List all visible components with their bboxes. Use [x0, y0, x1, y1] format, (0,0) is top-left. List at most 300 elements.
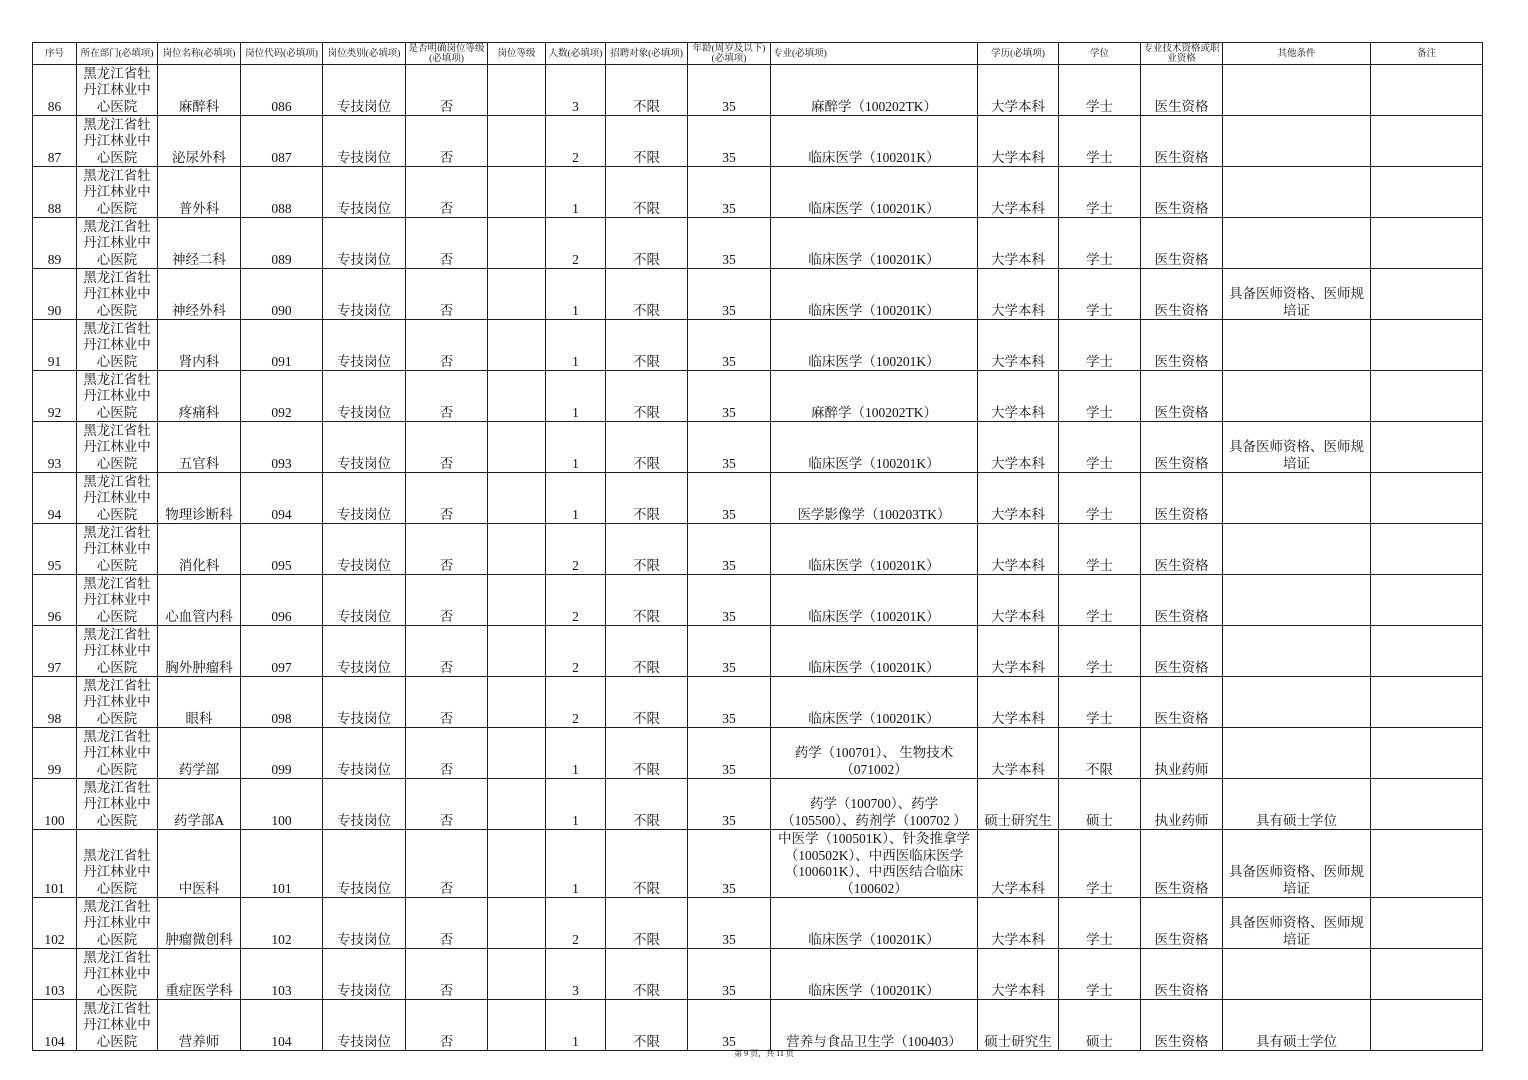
major-line: 临床医学（100201K）: [808, 557, 940, 573]
education-cell: 大学本科: [978, 422, 1059, 473]
qualification-cell: 医生资格: [1141, 116, 1223, 167]
major-line: 营养与食品卫生学（100403）: [786, 1033, 962, 1049]
post-name-cell: 物理诊断科: [158, 473, 241, 524]
level-specified-cell: 否: [406, 218, 488, 269]
post-name-cell: 心血管内科: [158, 575, 241, 626]
other-requirements-cell: [1223, 626, 1371, 677]
header-education: 学历(必填项): [978, 43, 1059, 65]
other-requirements-cell: [1223, 524, 1371, 575]
page-footer: 第 9 页，共 11 页: [734, 1049, 794, 1058]
qualification-cell: 医生资格: [1141, 575, 1223, 626]
remark-cell: [1371, 473, 1483, 524]
post-code-cell: 089: [241, 218, 323, 269]
row-number-cell: 97: [33, 626, 77, 677]
age-limit-cell: 35: [688, 575, 771, 626]
other-requirements-cell: [1223, 167, 1371, 218]
major-line: 临床医学（100201K）: [808, 251, 940, 267]
remark-cell: [1371, 65, 1483, 116]
degree-cell: 学士: [1059, 473, 1141, 524]
degree-cell: 学士: [1059, 167, 1141, 218]
major-cell: [771, 626, 978, 677]
post-category-cell: 专技岗位: [323, 1000, 406, 1051]
qualification-cell: 医生资格: [1141, 524, 1223, 575]
major-cell: [771, 473, 978, 524]
table-row: [33, 320, 1483, 371]
education-cell: 大学本科: [978, 269, 1059, 320]
qualification-cell: 医生资格: [1141, 898, 1223, 949]
major-cell: [771, 167, 978, 218]
major-line: （100601K）、中西医结合临床: [784, 864, 964, 879]
post-category-cell: 专技岗位: [323, 371, 406, 422]
headcount-cell: 2: [546, 626, 606, 677]
degree-cell: 学士: [1059, 269, 1141, 320]
major-cell: [771, 371, 978, 422]
age-limit-cell: 35: [688, 167, 771, 218]
headcount-cell: 2: [546, 116, 606, 167]
post-code-cell: 090: [241, 269, 323, 320]
post-level-cell: [488, 1000, 546, 1051]
post-category-cell: 专技岗位: [323, 65, 406, 116]
major-line: 临床医学（100201K）: [808, 659, 940, 675]
education-cell: 大学本科: [978, 473, 1059, 524]
headcount-cell: 2: [546, 677, 606, 728]
row-number-cell: 88: [33, 167, 77, 218]
education-cell: 大学本科: [978, 575, 1059, 626]
row-number-cell: 103: [33, 949, 77, 1000]
education-cell: 大学本科: [978, 898, 1059, 949]
qualification-cell: 医生资格: [1141, 371, 1223, 422]
major-line: 中医学（100501K）、针灸推拿学: [778, 831, 970, 846]
post-category-cell: 专技岗位: [323, 116, 406, 167]
headcount-cell: 1: [546, 320, 606, 371]
education-cell: 大学本科: [978, 65, 1059, 116]
post-category-cell: 专技岗位: [323, 949, 406, 1000]
education-cell: 大学本科: [978, 320, 1059, 371]
remark-cell: [1371, 728, 1483, 779]
row-number-cell: 93: [33, 422, 77, 473]
row-number-cell: 100: [33, 779, 77, 830]
post-name-cell: 消化科: [158, 524, 241, 575]
major-line: 药学（100700）、药学: [809, 796, 939, 811]
post-code-cell: 094: [241, 473, 323, 524]
level-specified-cell: 否: [406, 830, 488, 898]
headcount-cell: 1: [546, 830, 606, 898]
department-cell: 黑龙江省牡丹江林业中心医院: [77, 116, 158, 167]
qualification-cell: 医生资格: [1141, 218, 1223, 269]
other-requirements-cell: [1223, 575, 1371, 626]
level-specified-cell: 否: [406, 626, 488, 677]
post-name-cell: 泌尿外科: [158, 116, 241, 167]
header-qualification: 专业技术资格或职业资格: [1141, 43, 1223, 65]
row-number-cell: 99: [33, 728, 77, 779]
headcount-cell: 3: [546, 949, 606, 1000]
major-cell: [771, 269, 978, 320]
level-specified-cell: 否: [406, 728, 488, 779]
post-category-cell: 专技岗位: [323, 473, 406, 524]
major-cell: [771, 320, 978, 371]
post-code-cell: 095: [241, 524, 323, 575]
age-limit-cell: 35: [688, 728, 771, 779]
major-cell: [771, 116, 978, 167]
post-name-cell: 重症医学科: [158, 949, 241, 1000]
education-cell: 大学本科: [978, 167, 1059, 218]
post-code-cell: 087: [241, 116, 323, 167]
level-specified-cell: 否: [406, 473, 488, 524]
row-number-cell: 89: [33, 218, 77, 269]
recruit-target-cell: 不限: [606, 218, 688, 269]
age-limit-cell: 35: [688, 116, 771, 167]
recruit-target-cell: 不限: [606, 116, 688, 167]
level-specified-cell: 否: [406, 65, 488, 116]
post-category-cell: 专技岗位: [323, 320, 406, 371]
qualification-cell: 医生资格: [1141, 626, 1223, 677]
table-row: [33, 575, 1483, 626]
post-level-cell: [488, 371, 546, 422]
post-code-cell: 088: [241, 167, 323, 218]
degree-cell: 学士: [1059, 371, 1141, 422]
other-requirements-cell: [1223, 677, 1371, 728]
degree-cell: 学士: [1059, 422, 1141, 473]
post-code-cell: 098: [241, 677, 323, 728]
post-code-cell: 101: [241, 830, 323, 898]
major-cell: [771, 728, 978, 779]
age-limit-cell: 35: [688, 626, 771, 677]
remark-cell: [1371, 269, 1483, 320]
department-cell: 黑龙江省牡丹江林业中心医院: [77, 320, 158, 371]
recruit-target-cell: 不限: [606, 320, 688, 371]
row-number-cell: 86: [33, 65, 77, 116]
table-row: [33, 524, 1483, 575]
post-level-cell: [488, 524, 546, 575]
headcount-cell: 2: [546, 898, 606, 949]
major-cell: [771, 779, 978, 830]
age-limit-cell: 35: [688, 898, 771, 949]
recruit-target-cell: 不限: [606, 371, 688, 422]
remark-cell: [1371, 371, 1483, 422]
post-level-cell: [488, 898, 546, 949]
post-category-cell: 专技岗位: [323, 898, 406, 949]
degree-cell: 学士: [1059, 116, 1141, 167]
post-category-cell: 专技岗位: [323, 830, 406, 898]
other-requirements-cell: 具备医师资格、医师规培证: [1223, 830, 1371, 898]
recruit-target-cell: 不限: [606, 524, 688, 575]
major-cell: [771, 524, 978, 575]
table-row: [33, 371, 1483, 422]
post-category-cell: 专技岗位: [323, 575, 406, 626]
table-row: [33, 116, 1483, 167]
post-category-cell: 专技岗位: [323, 218, 406, 269]
other-requirements-cell: [1223, 116, 1371, 167]
major-line: （100502K）、中西医临床医学: [784, 847, 964, 863]
level-specified-cell: 否: [406, 1000, 488, 1051]
education-cell: 大学本科: [978, 949, 1059, 1000]
header-post-level: 岗位等级: [488, 43, 546, 65]
row-number-cell: 95: [33, 524, 77, 575]
qualification-cell: 执业药师: [1141, 728, 1223, 779]
level-specified-cell: 否: [406, 575, 488, 626]
age-limit-cell: 35: [688, 677, 771, 728]
major-cell: [771, 422, 978, 473]
row-number-cell: 104: [33, 1000, 77, 1051]
level-specified-cell: 否: [406, 371, 488, 422]
table-row: [33, 65, 1483, 116]
post-code-cell: 104: [241, 1000, 323, 1051]
header-degree: 学位: [1059, 43, 1141, 65]
major-line: 临床医学（100201K）: [808, 455, 940, 471]
table-header-row: [33, 43, 1483, 65]
post-level-cell: [488, 728, 546, 779]
qualification-cell: 执业药师: [1141, 779, 1223, 830]
recruit-target-cell: 不限: [606, 677, 688, 728]
qualification-cell: 医生资格: [1141, 677, 1223, 728]
education-cell: 大学本科: [978, 116, 1059, 167]
major-line: 临床医学（100201K）: [808, 931, 940, 947]
remark-cell: [1371, 626, 1483, 677]
post-code-cell: 093: [241, 422, 323, 473]
row-number-cell: 101: [33, 830, 77, 898]
department-cell: 黑龙江省牡丹江林业中心医院: [77, 779, 158, 830]
other-requirements-cell: 具备医师资格、医师规培证: [1223, 898, 1371, 949]
level-specified-cell: 否: [406, 269, 488, 320]
table-row: [33, 269, 1483, 320]
education-cell: 大学本科: [978, 371, 1059, 422]
recruit-target-cell: 不限: [606, 269, 688, 320]
other-requirements-cell: [1223, 473, 1371, 524]
education-cell: 大学本科: [978, 218, 1059, 269]
education-cell: 大学本科: [978, 677, 1059, 728]
post-category-cell: 专技岗位: [323, 779, 406, 830]
age-limit-cell: 35: [688, 524, 771, 575]
post-category-cell: 专技岗位: [323, 677, 406, 728]
header-other-requirements: 其他条件: [1223, 43, 1371, 65]
degree-cell: 学士: [1059, 677, 1141, 728]
row-number-cell: 90: [33, 269, 77, 320]
post-level-cell: [488, 575, 546, 626]
post-name-cell: 胸外肿瘤科: [158, 626, 241, 677]
post-level-cell: [488, 830, 546, 898]
major-line: 临床医学（100201K）: [808, 200, 940, 216]
major-line: （100602）: [840, 880, 908, 896]
department-cell: 黑龙江省牡丹江林业中心医院: [77, 626, 158, 677]
post-name-cell: 麻醉科: [158, 65, 241, 116]
post-name-cell: 疼痛科: [158, 371, 241, 422]
table-row: [33, 218, 1483, 269]
remark-cell: [1371, 575, 1483, 626]
other-requirements-cell: 具备医师资格、医师规培证: [1223, 269, 1371, 320]
qualification-cell: 医生资格: [1141, 1000, 1223, 1051]
major-cell: [771, 898, 978, 949]
table-row: [33, 949, 1483, 1000]
major-cell: [771, 218, 978, 269]
degree-cell: 不限: [1059, 728, 1141, 779]
degree-cell: 学士: [1059, 949, 1141, 1000]
post-code-cell: 097: [241, 626, 323, 677]
degree-cell: 学士: [1059, 626, 1141, 677]
degree-cell: 学士: [1059, 320, 1141, 371]
qualification-cell: 医生资格: [1141, 320, 1223, 371]
department-cell: 黑龙江省牡丹江林业中心医院: [77, 422, 158, 473]
post-code-cell: 100: [241, 779, 323, 830]
department-cell: 黑龙江省牡丹江林业中心医院: [77, 524, 158, 575]
major-line: 医学影像学（100203TK）: [797, 506, 951, 522]
degree-cell: 硕士: [1059, 779, 1141, 830]
table-row: [33, 422, 1483, 473]
level-specified-cell: 否: [406, 167, 488, 218]
remark-cell: [1371, 167, 1483, 218]
level-specified-cell: 否: [406, 779, 488, 830]
header-age-limit: 年龄(周岁及以下)(必填项): [688, 43, 771, 65]
table-row: [33, 626, 1483, 677]
post-code-cell: 103: [241, 949, 323, 1000]
post-name-cell: 五官科: [158, 422, 241, 473]
post-level-cell: [488, 269, 546, 320]
post-code-cell: 091: [241, 320, 323, 371]
department-cell: 黑龙江省牡丹江林业中心医院: [77, 167, 158, 218]
headcount-cell: 1: [546, 422, 606, 473]
other-requirements-cell: [1223, 65, 1371, 116]
age-limit-cell: 35: [688, 422, 771, 473]
headcount-cell: 1: [546, 269, 606, 320]
row-number-cell: 102: [33, 898, 77, 949]
post-level-cell: [488, 116, 546, 167]
degree-cell: 学士: [1059, 65, 1141, 116]
major-cell: [771, 65, 978, 116]
level-specified-cell: 否: [406, 116, 488, 167]
qualification-cell: 医生资格: [1141, 949, 1223, 1000]
major-line: 临床医学（100201K）: [808, 982, 940, 998]
post-name-cell: 中医科: [158, 830, 241, 898]
other-requirements-cell: [1223, 728, 1371, 779]
major-line: 临床医学（100201K）: [808, 608, 940, 624]
headcount-cell: 1: [546, 167, 606, 218]
recruit-target-cell: 不限: [606, 65, 688, 116]
major-line: 麻醉学（100202TK）: [811, 98, 937, 114]
major-line: （071002）: [840, 761, 908, 777]
remark-cell: [1371, 524, 1483, 575]
remark-cell: [1371, 779, 1483, 830]
post-level-cell: [488, 949, 546, 1000]
row-number-cell: 96: [33, 575, 77, 626]
remark-cell: [1371, 898, 1483, 949]
department-cell: 黑龙江省牡丹江林业中心医院: [77, 949, 158, 1000]
remark-cell: [1371, 320, 1483, 371]
major-cell: [771, 949, 978, 1000]
post-name-cell: 普外科: [158, 167, 241, 218]
post-category-cell: 专技岗位: [323, 269, 406, 320]
recruit-target-cell: 不限: [606, 1000, 688, 1051]
department-cell: 黑龙江省牡丹江林业中心医院: [77, 898, 158, 949]
post-name-cell: 药学部: [158, 728, 241, 779]
major-line: 临床医学（100201K）: [808, 710, 940, 726]
post-name-cell: 肿瘤微创科: [158, 898, 241, 949]
headcount-cell: 3: [546, 65, 606, 116]
qualification-cell: 医生资格: [1141, 422, 1223, 473]
other-requirements-cell: 具备医师资格、医师规培证: [1223, 422, 1371, 473]
degree-cell: 学士: [1059, 218, 1141, 269]
header-post-code: 岗位代码(必填项): [241, 43, 323, 65]
post-name-cell: 神经二科: [158, 218, 241, 269]
age-limit-cell: 35: [688, 320, 771, 371]
table-row: [33, 167, 1483, 218]
level-specified-cell: 否: [406, 422, 488, 473]
post-level-cell: [488, 626, 546, 677]
remark-cell: [1371, 677, 1483, 728]
qualification-cell: 医生资格: [1141, 269, 1223, 320]
row-number-cell: 92: [33, 371, 77, 422]
table-row: [33, 728, 1483, 779]
degree-cell: 学士: [1059, 524, 1141, 575]
post-category-cell: 专技岗位: [323, 167, 406, 218]
department-cell: 黑龙江省牡丹江林业中心医院: [77, 473, 158, 524]
post-level-cell: [488, 422, 546, 473]
age-limit-cell: 35: [688, 779, 771, 830]
age-limit-cell: 35: [688, 949, 771, 1000]
headcount-cell: 1: [546, 779, 606, 830]
age-limit-cell: 35: [688, 1000, 771, 1051]
major-cell: [771, 1000, 978, 1051]
education-cell: 大学本科: [978, 626, 1059, 677]
table-row: [33, 779, 1483, 830]
header-remark: 备注: [1371, 43, 1483, 65]
major-line: 药学（100701）、 生物技术: [794, 745, 954, 760]
level-specified-cell: 否: [406, 949, 488, 1000]
recruit-target-cell: 不限: [606, 779, 688, 830]
level-specified-cell: 否: [406, 677, 488, 728]
header-recruit-target: 招聘对象(必填项): [606, 43, 688, 65]
table-row: [33, 898, 1483, 949]
recruit-target-cell: 不限: [606, 898, 688, 949]
header-post-name: 岗位名称(必填项): [158, 43, 241, 65]
other-requirements-cell: 具有硕士学位: [1223, 1000, 1371, 1051]
qualification-cell: 医生资格: [1141, 830, 1223, 898]
header-headcount: 人数(必填项): [546, 43, 606, 65]
education-cell: 硕士研究生: [978, 779, 1059, 830]
other-requirements-cell: [1223, 371, 1371, 422]
qualification-cell: 医生资格: [1141, 473, 1223, 524]
major-line: （105500）、药剂学（100702 ）: [781, 812, 967, 828]
post-level-cell: [488, 320, 546, 371]
major-line: 临床医学（100201K）: [808, 149, 940, 165]
recruit-target-cell: 不限: [606, 830, 688, 898]
header-seq: 序号: [33, 43, 77, 65]
table-row: [33, 1000, 1483, 1051]
headcount-cell: 1: [546, 473, 606, 524]
degree-cell: 学士: [1059, 898, 1141, 949]
recruit-target-cell: 不限: [606, 167, 688, 218]
remark-cell: [1371, 949, 1483, 1000]
row-number-cell: 98: [33, 677, 77, 728]
post-level-cell: [488, 779, 546, 830]
department-cell: 黑龙江省牡丹江林业中心医院: [77, 677, 158, 728]
recruit-target-cell: 不限: [606, 473, 688, 524]
headcount-cell: 1: [546, 1000, 606, 1051]
header-major: 专业(必填项): [771, 43, 978, 65]
major-line: 临床医学（100201K）: [808, 302, 940, 318]
level-specified-cell: 否: [406, 524, 488, 575]
remark-cell: [1371, 218, 1483, 269]
table-row: [33, 473, 1483, 524]
post-category-cell: 专技岗位: [323, 728, 406, 779]
table-body: [33, 65, 1483, 1051]
major-cell: [771, 575, 978, 626]
post-level-cell: [488, 65, 546, 116]
row-number-cell: 94: [33, 473, 77, 524]
post-code-cell: 102: [241, 898, 323, 949]
age-limit-cell: 35: [688, 269, 771, 320]
post-level-cell: [488, 218, 546, 269]
post-code-cell: 086: [241, 65, 323, 116]
other-requirements-cell: [1223, 949, 1371, 1000]
